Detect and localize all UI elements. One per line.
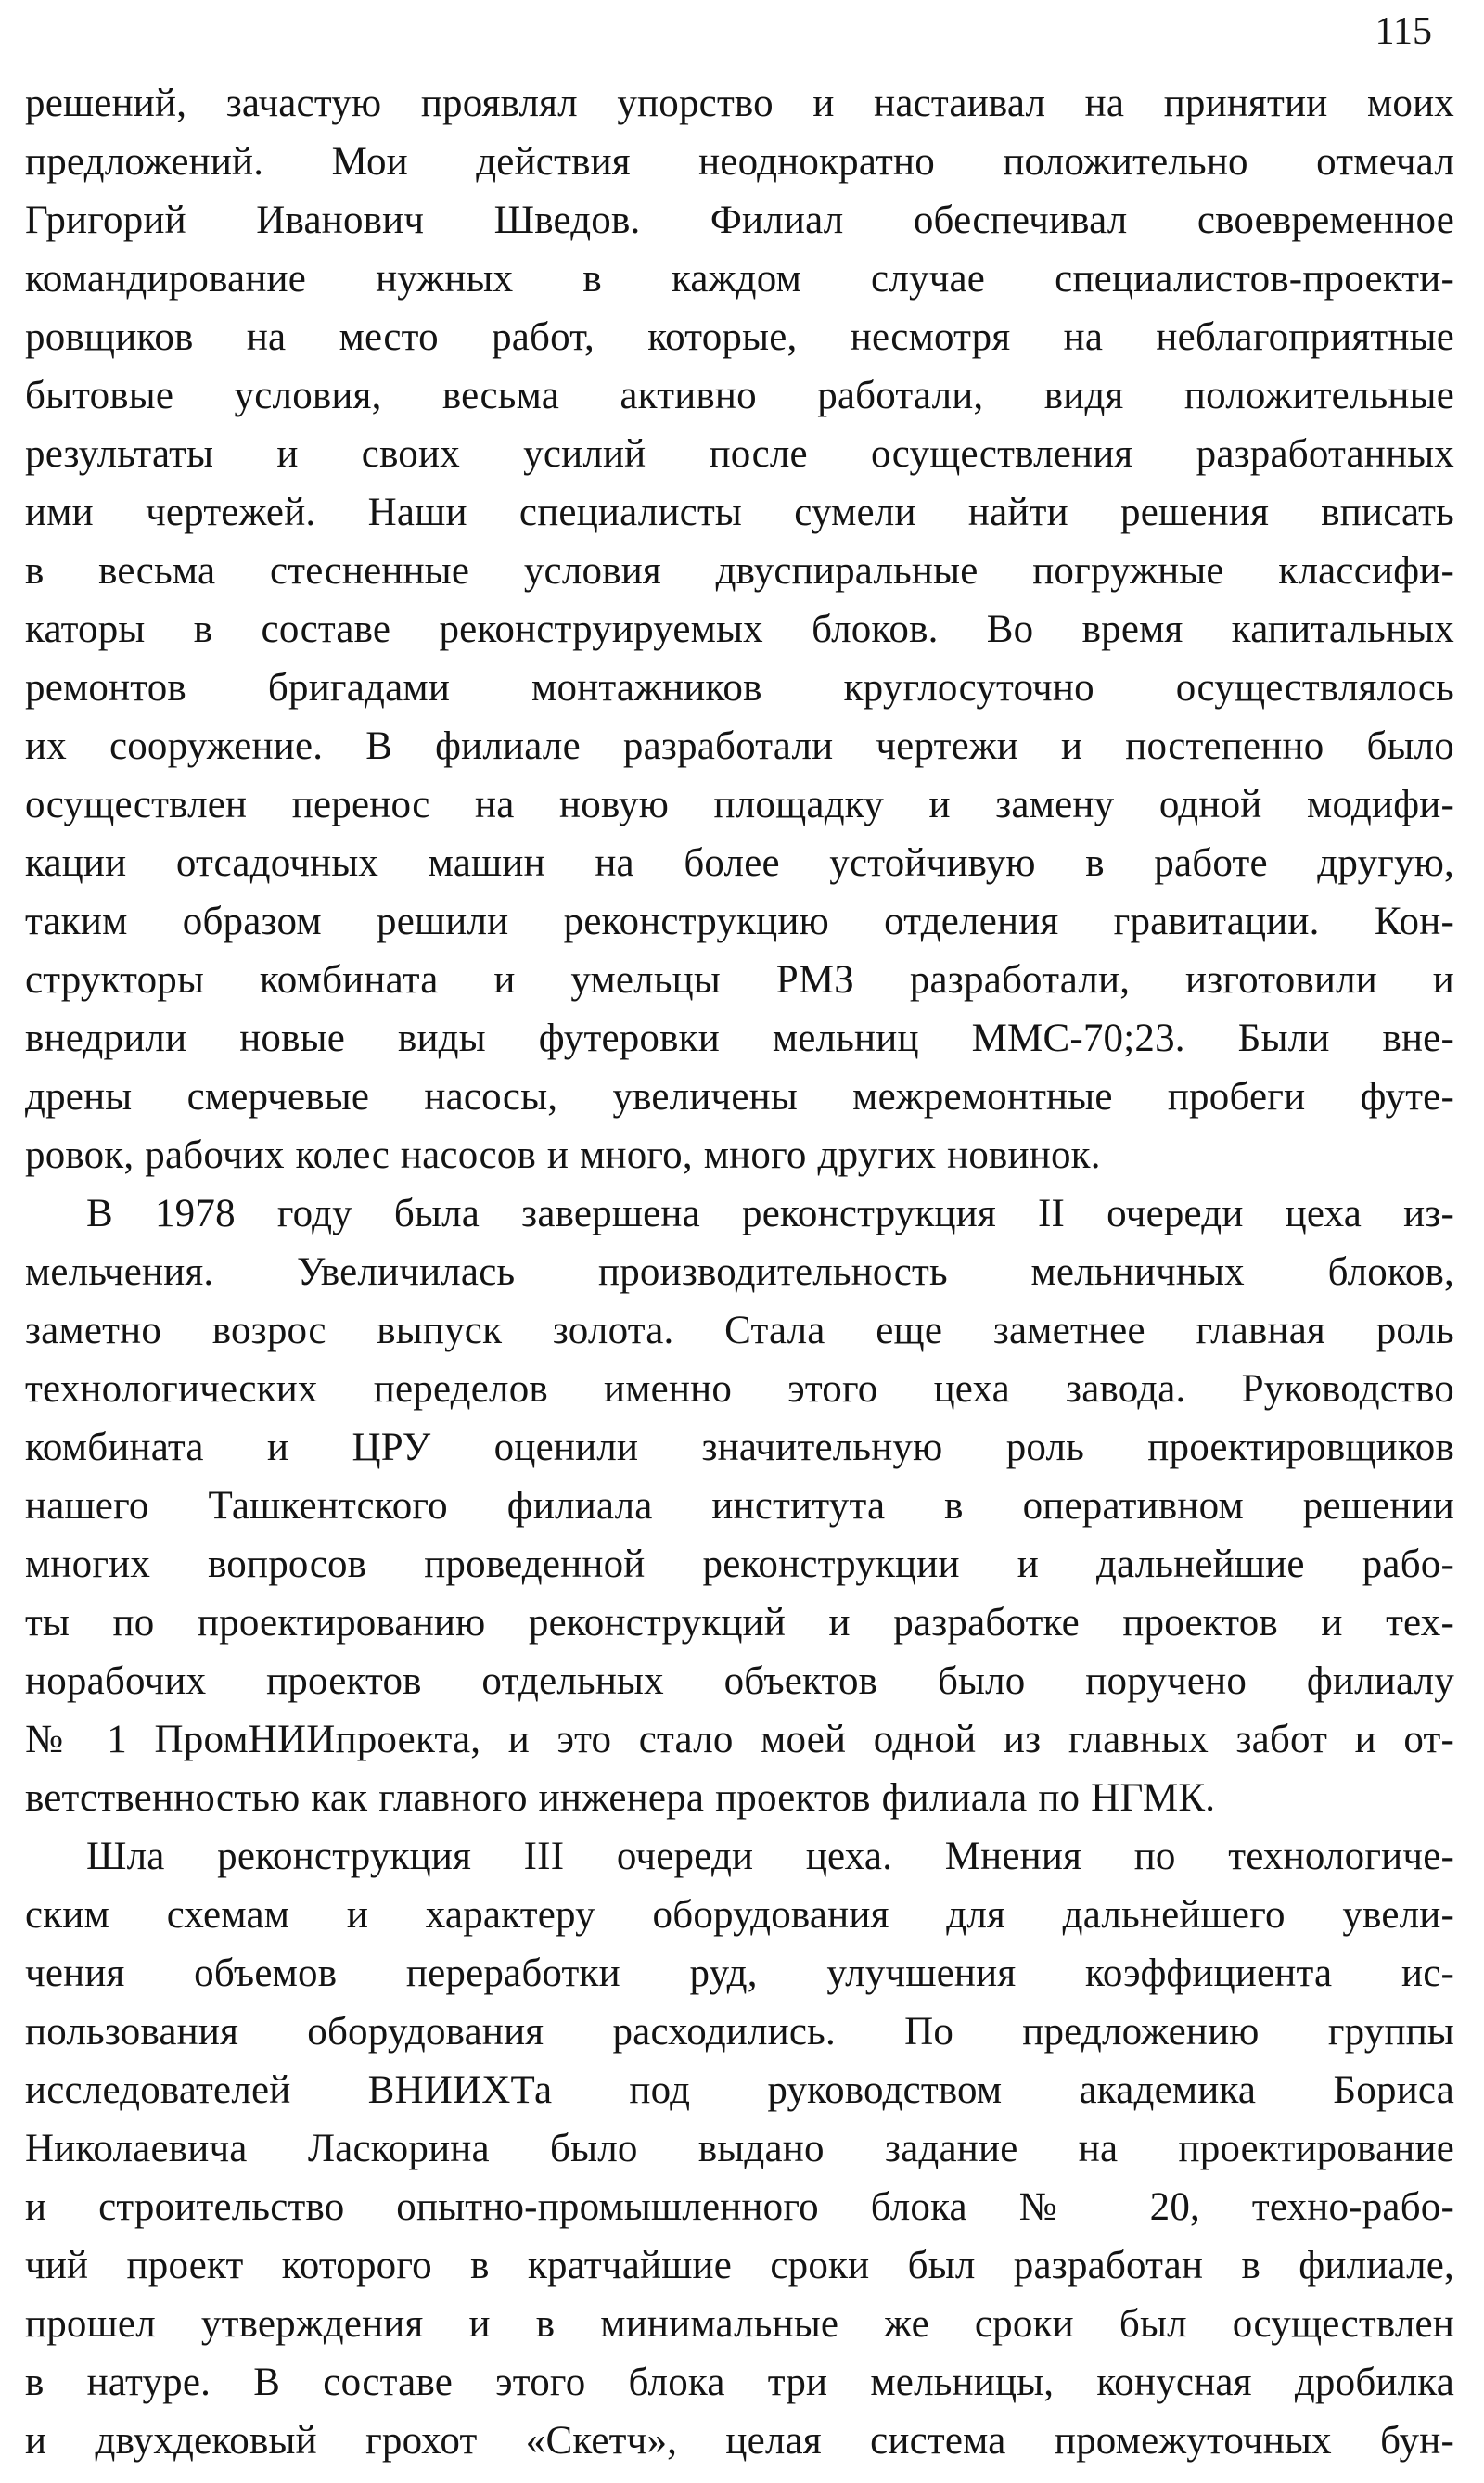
- text-line: ровок, рабочих колес насосов и много, много других новинок.: [25, 1133, 1101, 1177]
- text-line: В 1978 году была завершена реконструкция II очереди цеха из-: [86, 1192, 1454, 1235]
- text-line: структоры комбината и умельцы РМЗ разработали, изготовили и: [25, 958, 1454, 1002]
- text-line: бытовые условия, весьма активно работали, видя положительные: [25, 374, 1454, 417]
- text-line: результаты и своих усилий после осуществления разработанных: [25, 432, 1454, 476]
- text-line: № 1 ПромНИИпроекта, и это стало моей одной из главных забот и от-: [25, 1718, 1454, 1761]
- text-line: нашего Ташкентского филиала института в оперативном решении: [25, 1484, 1454, 1528]
- text-line: ветственностью как главного инженера проектов филиала по НГМК.: [25, 1776, 1216, 1820]
- paragraph: [25, 1827, 1454, 2470]
- text-line: ремонтов бригадами монтажников круглосуточно осуществлялось: [25, 666, 1454, 710]
- text-line: ими чертежей. Наши специалисты сумели найти решения вписать: [25, 491, 1454, 534]
- text-line: комбината и ЦРУ оценили значительную роль проектировщиков: [25, 1426, 1454, 1469]
- text-line: Григорий Иванович Шведов. Филиал обеспечивал своевременное: [25, 198, 1454, 242]
- text-line: предложений. Мои действия неоднократно положительно отмечал: [25, 140, 1454, 184]
- text-line: норабочих проектов отдельных объектов было поручено филиалу: [25, 1659, 1454, 1703]
- text-line: каторы в составе реконструируемых блоков. Во время капитальных: [25, 608, 1454, 651]
- text-line: исследователей ВНИИХТа под руководством академика Бориса: [25, 2068, 1454, 2112]
- text-line: ты по проектированию реконструкций и разработке проектов и тех-: [25, 1601, 1454, 1645]
- text-line: пользования оборудования расходились. По предложению группы: [25, 2010, 1454, 2054]
- text-line: чения объемов переработки руд, улучшения коэффициента ис-: [25, 1952, 1454, 1995]
- text-line: ским схемам и характеру оборудования для дальнейшего увели-: [25, 1893, 1454, 1937]
- text-line: и строительство опытно-промышленного блока № 20, техно-рабо-: [25, 2185, 1454, 2229]
- text-line: осуществлен перенос на новую площадку и замену одной модифи-: [25, 783, 1454, 826]
- text-line: командирование нужных в каждом случае специалистов-проекти-: [25, 257, 1454, 301]
- text-line: дрены смерчевые насосы, увеличены межремонтные пробеги футе-: [25, 1075, 1454, 1119]
- text-line: в весьма стесненные условия двуспиральные погружные классифи-: [25, 549, 1454, 593]
- page-number: 115: [1375, 10, 1432, 53]
- text-line: мельчения. Увеличилась производительность мельничных блоков,: [25, 1250, 1454, 1294]
- text-line: ровщиков на место работ, которые, несмотря на неблагоприятные: [25, 315, 1454, 359]
- text-line: их сооружение. В филиале разработали чертежи и постепенно было: [25, 724, 1454, 768]
- text-line: прошел утверждения и в минимальные же сроки был осуществлен: [25, 2302, 1454, 2346]
- paragraph: [25, 74, 1454, 1184]
- text-line: Николаевича Ласкорина было выдано задание на проектирование: [25, 2127, 1454, 2170]
- text-line: кации отсадочных машин на более устойчивую в работе другую,: [25, 841, 1454, 885]
- text-line: технологических переделов именно этого цеха завода. Руководство: [25, 1367, 1454, 1411]
- text-line: заметно возрос выпуск золота. Стала еще заметнее главная роль: [25, 1309, 1454, 1352]
- text-line: и двухдековый грохот «Скетч», целая система промежуточных бун-: [25, 2419, 1454, 2463]
- text-line: внедрили новые виды футеровки мельниц ММС-70;23. Были вне-: [25, 1017, 1454, 1060]
- paragraph: [25, 1184, 1454, 1827]
- text-line: многих вопросов проведенной реконструкции и дальнейшие рабо-: [25, 1542, 1454, 1586]
- text-line: Шла реконструкция III очереди цеха. Мнения по технологиче-: [86, 1835, 1454, 1878]
- text-line: таким образом решили реконструкцию отделения гравитации. Кон-: [25, 900, 1454, 943]
- text-line: решений, зачастую проявлял упорство и настаивал на принятии моих: [25, 82, 1454, 125]
- text-line: в натуре. В составе этого блока три мельницы, конусная дробилка: [25, 2361, 1454, 2404]
- text-block: [0, 74, 1484, 2470]
- text-line: чий проект которого в кратчайшие сроки был разработан в филиале,: [25, 2244, 1454, 2287]
